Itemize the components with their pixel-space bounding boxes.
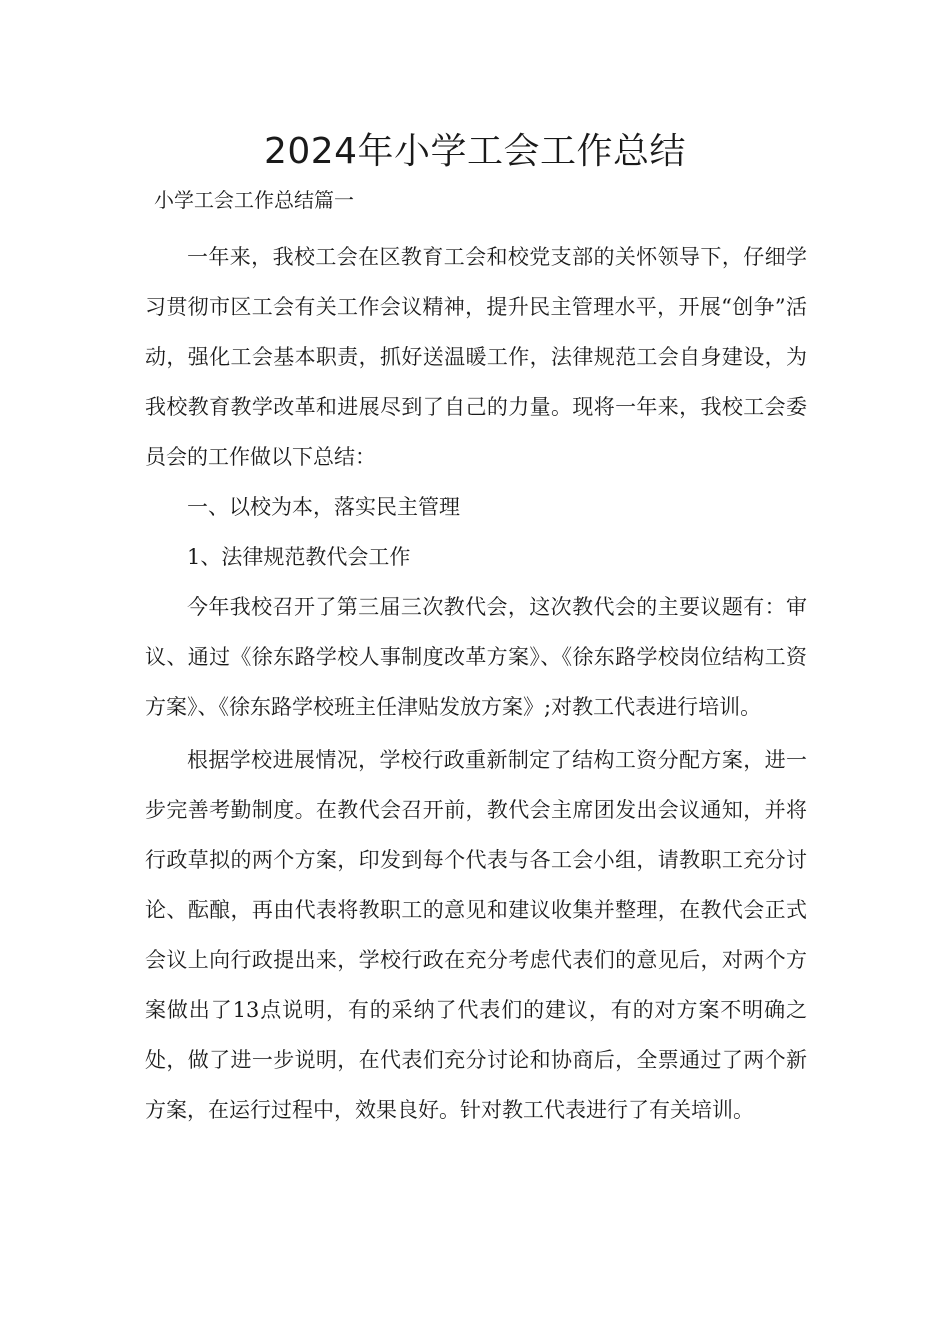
paragraph-congress: 今年我校召开了第三届三次教代会，这次教代会的主要议题有：审议、通过《徐东路学校人事制度改革方案》、《徐东路学校岗位结构工资方案》、《徐东路学校班主任津贴发放方案》;对教工代表进行培训。 bbox=[145, 595, 807, 719]
subsection-heading-1-1: 1、法律规范教代会工作 bbox=[187, 545, 411, 569]
paragraph-intro: 一年来，我校工会在区教育工会和校党支部的关怀领导下，仔细学习贯彻市区工会有关工作会议精神，提升民主管理水平，开展“创争”活动，强化工会基本职责，抓好送温暖工作，法律规范工会自身建设，为我校教育教学改革和进展尽到了自己的力量。现将一年来，我校工会委员会的工作做以下总结： bbox=[145, 245, 807, 469]
document-subtitle: 小学工会工作总结篇一 bbox=[154, 188, 354, 212]
section-heading-1: 一、以校为本，落实民主管理 bbox=[187, 495, 460, 519]
paragraph-salary-plan: 根据学校进展情况，学校行政重新制定了结构工资分配方案，进一步完善考勤制度。在教代会召开前，教代会主席团发出会议通知，并将行政草拟的两个方案，印发到每个代表与各工会小组，请教职工充分讨论、酝酿，再由代表将教职工的意见和建议收集并整理，在教代会正式会议上向行政提出来，学校行政在充分考虑代表们的意见后，对两个方案做出了13点说明，有的采纳了代表们的建议，有的对方案不明确之处，做了进一步说明，在代表们充分讨论和协商后，全票通过了两个新方案，在运行过程中，效果良好。针对教工代表进行了有关培训。 bbox=[145, 748, 807, 1122]
document-title: 2024年小学工会工作总结 bbox=[263, 131, 687, 172]
document-body bbox=[145, 232, 807, 1135]
